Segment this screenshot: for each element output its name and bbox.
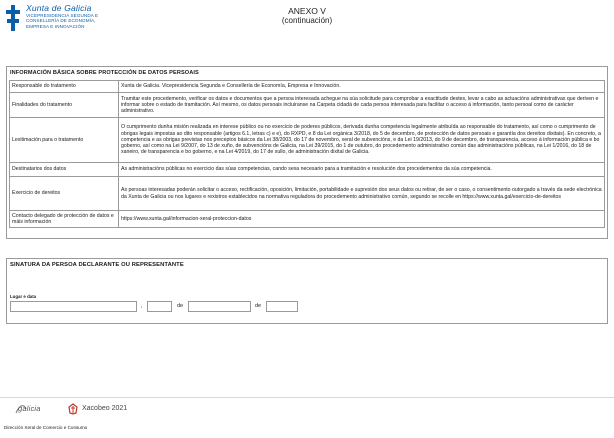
row-label: Lexitimación para o tratamento: [10, 118, 119, 163]
footer-department: Dirección Xeral de Comercio e Consumo: [4, 425, 88, 430]
row-text: Tramitar este procedemento, verificar os datos e documentos que a persoa interesada achegue na súa solicitude para comprobar a exactitude destes, levar a cabo as actuacións administrativas que deriven e informar sobre o estado de tramitación. Así mesmo, os datos persoais incluiranse na Carpeta cidadá de cada persoa interesada para facilitar o acceso á información, tanto persoal como de carácter administrativo.: [119, 93, 605, 118]
row-label: Finalidades do tratamento: [10, 93, 119, 118]
year-field[interactable]: [266, 301, 298, 312]
place-field[interactable]: [10, 301, 137, 312]
data-protection-section: [6, 66, 608, 239]
footer-divider: [0, 397, 614, 398]
table-row: [10, 211, 605, 228]
data-protection-heading: INFORMACIÓN BÁSICA SOBRE PROTECCIÓN DE DATOS PERSOAIS: [10, 70, 199, 76]
table-row: [10, 163, 605, 177]
row-text: As administracións públicas no exercicio das súas competencias, cando sexa necesario para a tramitación e resolución dos procedementos da súa competencia.: [119, 163, 605, 177]
row-text: Xunta de Galicia. Vicepresidencia Segunda e Consellería de Economía, Empresa e Innovación.: [119, 81, 605, 93]
galicia-logo-text: galicia: [18, 404, 41, 413]
table-row: [10, 177, 605, 211]
annex-title: ANEXO V: [288, 6, 326, 16]
dept-line-1: VICEPRESIDENCIA SEGUNDA E: [26, 13, 99, 18]
row-text: As persoas interesadas poderán solicitar o acceso, rectificación, oposición, limitación, portabilidade e supresión dos seus datos ou retirar, de ser o caso, o consentimento outorgado a través da sede electrónica da Xunta de Galicia ou nos lugares e rexistros establecidos na normativa reguladora do procedemento administrativo común, segundo se recolle en https://www.xunta.gal/exercicio-de-dereitos: [119, 177, 605, 211]
xacobeo-logo-text: Xacobeo 2021: [82, 405, 128, 412]
row-label: Exercicio de dereitos: [10, 177, 119, 211]
table-row: [10, 81, 605, 93]
comma-separator: ,: [141, 303, 143, 309]
place-date-label: Lugar e data: [10, 294, 37, 299]
day-field[interactable]: [147, 301, 172, 312]
table-row: [10, 118, 605, 163]
brand-name: Xunta de Galicia: [26, 3, 92, 13]
data-protection-table: [9, 80, 605, 228]
xacobeo-shell-icon: [67, 403, 79, 415]
privacy-info-link[interactable]: https://www.xunta.gal/informacion-xeral-proteccion-datos: [119, 211, 605, 228]
row-label: Responsable do tratamento: [10, 81, 119, 93]
dept-line-3: EMPRESA E INNOVACIÓN: [26, 23, 85, 29]
de-separator-1: de: [177, 303, 184, 309]
dept-line-2: CONSELLERÍA DE ECONOMÍA,: [26, 18, 96, 24]
row-label: Contacto delegado de protección de datos e máis información: [10, 211, 119, 228]
row-label: Destinatarios dos datos: [10, 163, 119, 177]
signature-section: [6, 258, 608, 324]
month-field[interactable]: [188, 301, 251, 312]
annex-subtitle: (continuación): [281, 16, 333, 25]
row-text: O cumprimento dunha misión realizada en interese público ou no exercicio de poderes públicos, derivada dunha competencia legalmente atribuída ao responsable do tratamento, así como o cumprimento de obrigas legais impostas ao dito responsable (artigos 6.1, letras c) e e), do RXPD, e 8 da Lei orgánica 3/2018, do 5 de decembro, de protección de datos persoais e garantía dos dereitos dixitais). En concreto, a competencia e as obrigas previstas nos preceptos básicos da Lei 38/2003, do 17 de novembro, xeral de subvencións, e da Lei 19/2013, do 9 de decembro, de transparencia, acceso á información pública e bo goberno, así como na Lei 9/2007, do 13 de xuño, de subvencións de Galicia, na Lei 39/2015, do 1 de outubro, do procedemento administrativo común das administracións públicas, na Lei 1/2016, do 18 de xaneiro, de transparencia e bo goberno, e na Lei 4/2019, do 17 de xullo, de administración dixital de Galicia.: [119, 118, 605, 163]
de-separator-2: de: [255, 303, 262, 309]
signature-heading: SINATURA DA PERSOA DECLARANTE OU REPRESENTANTE: [10, 262, 184, 268]
table-row: [10, 93, 605, 118]
